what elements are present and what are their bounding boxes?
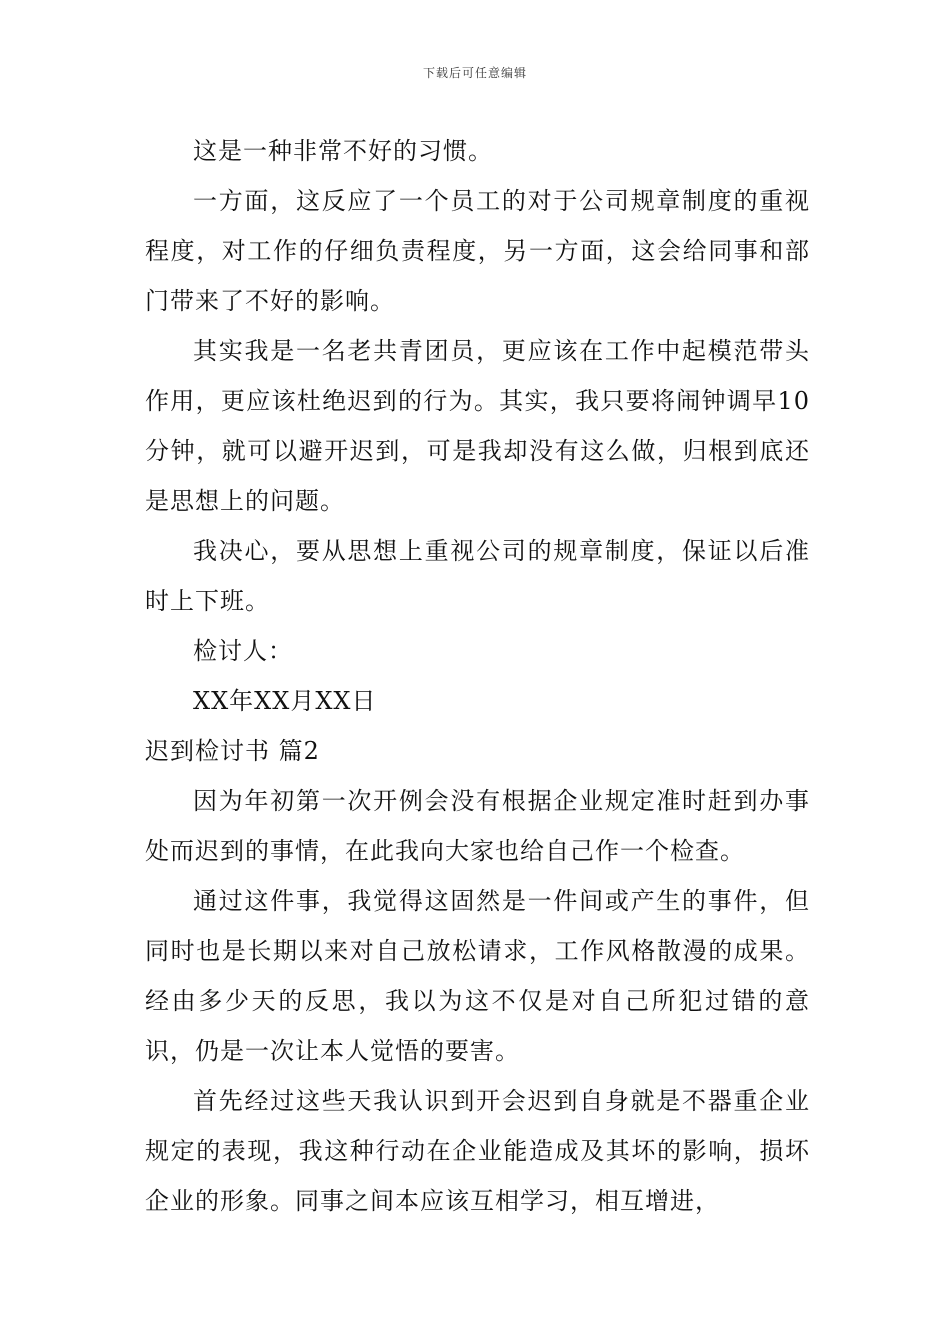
paragraph: 一方面，这反应了一个员工的对于公司规章制度的重视程度，对工作的仔细负责程度，另一方面，这会给同事和部门带来了不好的影响。 [145,187,810,315]
paragraph: 其实我是一名老共青团员，更应该在工作中起模范带头作用，更应该杜绝迟到的行为。其实，我只要将闹钟调早10分钟，就可以避开迟到，可是我却没有这么做，归根到底还是思想上的问题。 [145,337,810,515]
document-body [145,126,810,1226]
paragraph: 通过这件事，我觉得这固然是一件间或产生的事件，但同时也是长期以来对自己放松请求，工作风格散漫的成果。经由多少天的反思，我以为这不仅是对自己所犯过错的意识，仍是一次让本人觉悟的要害。 [145,887,810,1065]
paragraph: 因为年初第一次开例会没有根据企业规定准时赶到办事处而迟到的事情，在此我向大家也给自己作一个检查。 [145,787,810,865]
page-header-note: 下载后可任意编辑 [422,66,527,80]
paragraph: 这是一种非常不好的习惯。 [193,137,493,165]
signature-date: XX年XX月XX日 [193,687,377,715]
section-heading: 迟到检讨书 篇2 [145,737,320,765]
paragraph: 首先经过这些天我认识到开会迟到自身就是不器重企业规定的表现，我这种行动在企业能造成及其坏的影响，损坏企业的形象。同事之间本应该互相学习，相互增进， [145,1087,810,1215]
paragraph: 我决心，要从思想上重视公司的规章制度，保证以后准时上下班。 [145,537,810,615]
signature-label: 检讨人： [193,637,293,665]
